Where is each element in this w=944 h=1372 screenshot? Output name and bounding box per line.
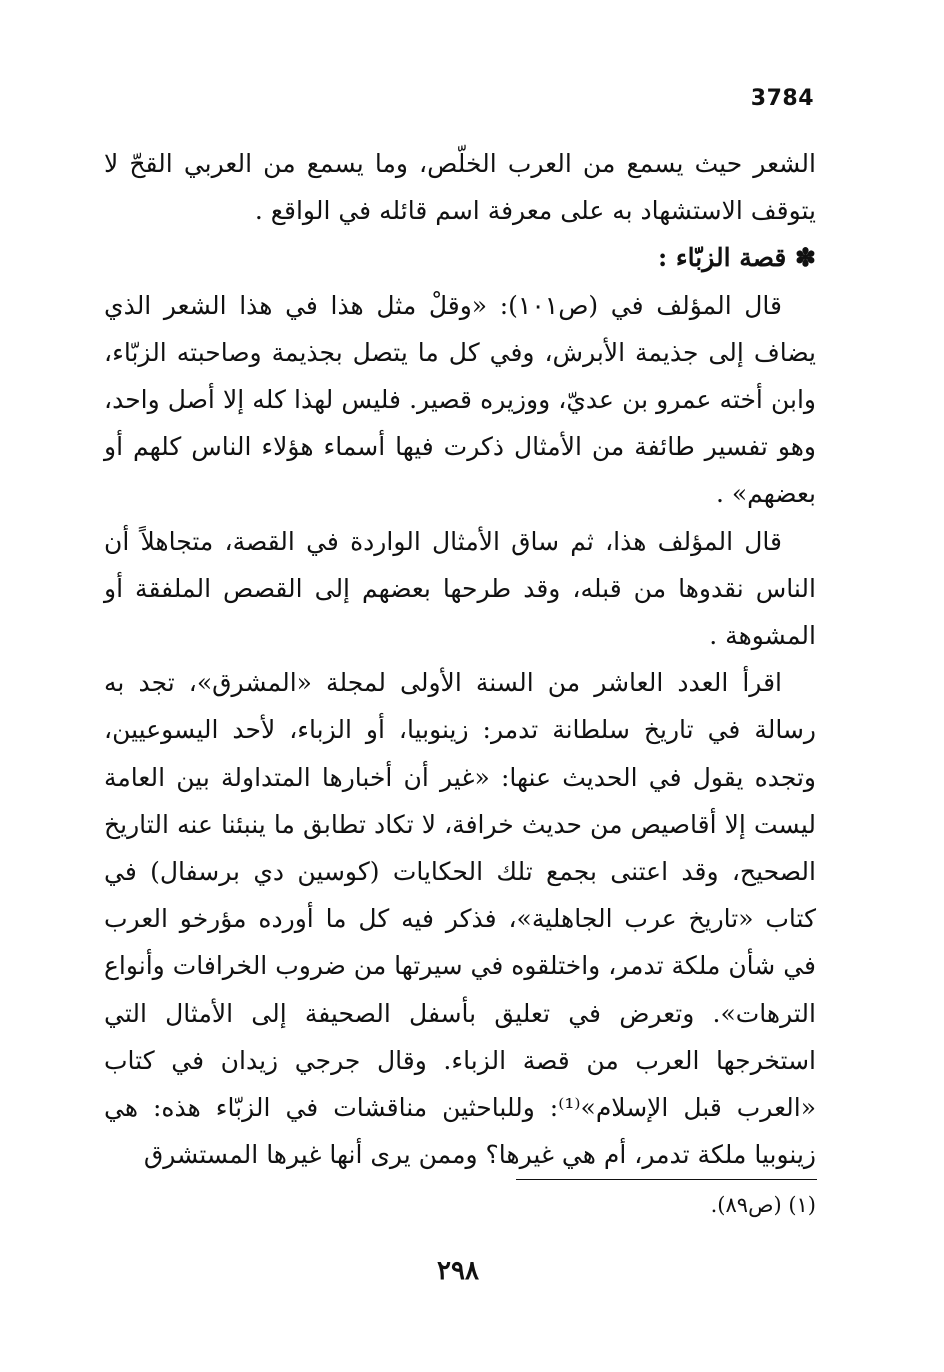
document-id: 3784: [750, 86, 814, 111]
section-heading: ✽ قصة الزبّاء :: [657, 243, 816, 273]
paragraph-4: اقرأ العدد العاشر من السنة الأولى لمجلة «المشرق»، تجد به رسالة في تاريخ سلطانة تدمر: زينوبيا، أو الزباء، لأحد اليسوعيين، وتجده يقول في الحديث عنها: «غير أن أخبارها المتداولة بين العامة ليست إلا أقاصيص من حديث خرافة، لا تكاد تطابق ما ينبئنا عنه التاريخ الصحيح، وقد اعتنى بجمع تلك الحكايات (كوسين دي برسفال) في كتاب «تاريخ عرب الجاهلية»، فذكر فيه كل ما أورده مؤرخو العرب في شأن ملكة تدمر، واختلقوه في سيرتها من ضروب الخرافات وأنواع الترهات». وتعرض في تعليق بأسفل الصحيفة إلى الأمثال التي استخرجها العرب من قصة الزباء. وقال جرجي زيدان في كتاب «العرب قبل الإسلام»⁽¹⁾: وللباحثين مناقشات في الزبّاء هذه: هي زينوبيا ملكة تدمر، أم هي غيرها؟ وممن يرى أنها غيرها المستشرق: [104, 668, 816, 1170]
footnote-1: (١) (ص٨٩).: [710, 1193, 816, 1217]
body-text: [104, 140, 816, 1178]
footnote-divider: [516, 1179, 817, 1180]
paragraph-3: قال المؤلف هذا، ثم ساق الأمثال الواردة في القصة، متجاهلاً أن الناس نقدوها من قبله، وقد طرحها بعضهم إلى القصص الملفقة أو المشوهة .: [104, 526, 816, 651]
paragraph-2: قال المؤلف في (ص١٠١): «وقلْ مثل هذا في هذا الشعر الذي يضاف إلى جذيمة الأبرش، وفي كل ما يتصل بجذيمة وصاحبته الزبّاء، وابن أخته عمرو بن عديّ، ووزيره قصير. فليس لهذا كله إلا أصل واحد، وهو تفسير طائفة من الأمثال ذكرت فيها أسماء هؤلاء الناس كلهم أو بعضهم» .: [104, 290, 816, 509]
page-number: ٢٩٨: [437, 1256, 479, 1286]
paragraph-1: الشعر حيث يسمع من العرب الخلّص، وما يسمع من العربي القحّ لا يتوقف الاستشهاد به على معرفة اسم قائله في الواقع .: [104, 149, 816, 226]
